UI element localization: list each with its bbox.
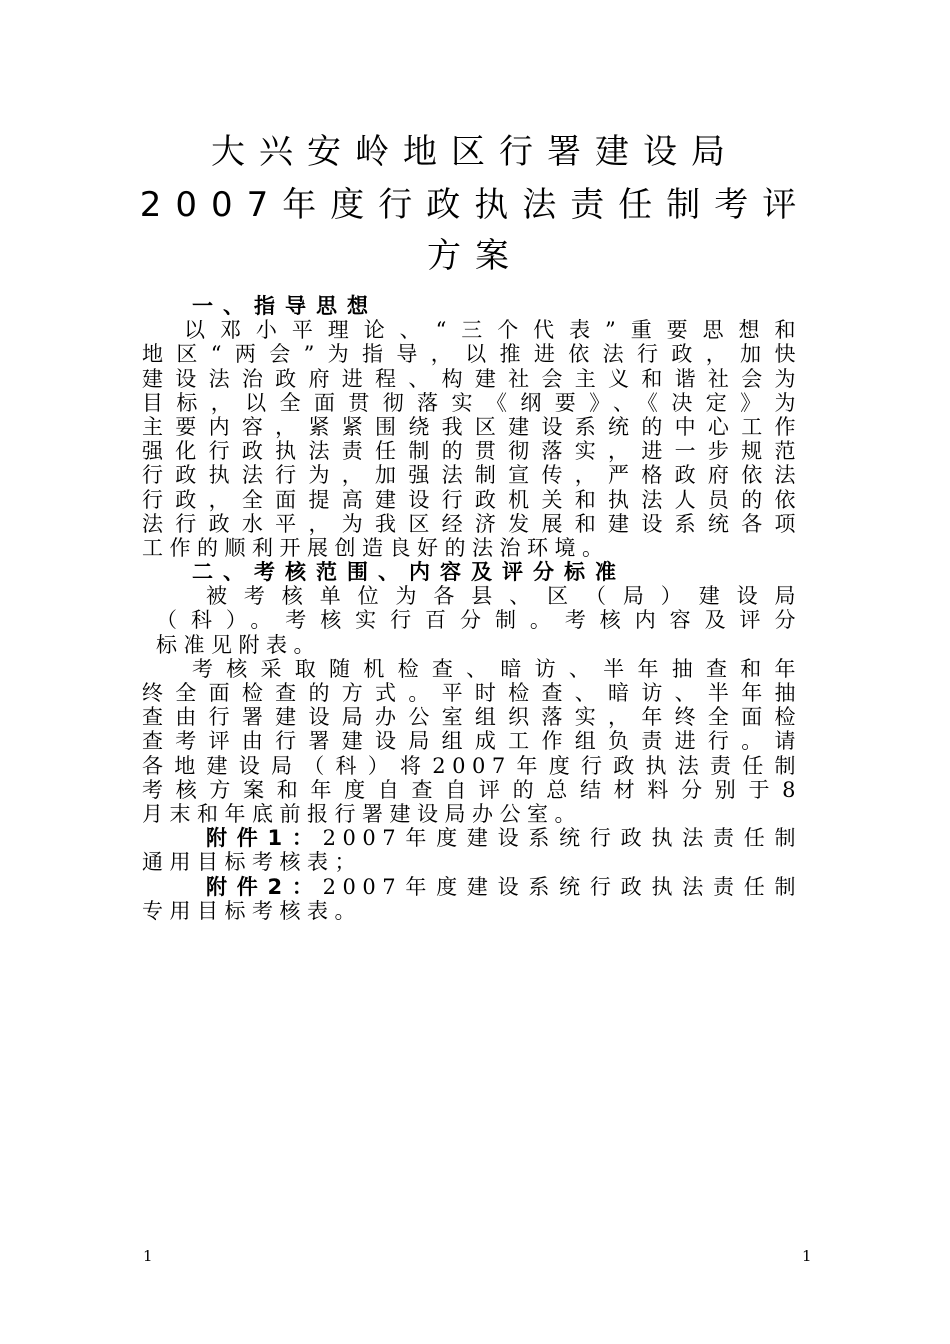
attachment-1 (142, 826, 802, 850)
attachment-1-continuation: 通用目标考核表； (142, 850, 362, 875)
paragraph-line: 建设法治政府进程、构建社会主义和谐社会为 (142, 366, 802, 391)
attachment-1-label: 附件1： (206, 826, 323, 851)
paragraph-line: 强化行政执法责任制的贯彻落实，进一步规范 (142, 439, 802, 464)
paragraph-line: 工作的顺利开展创造良好的法治环境。 (142, 535, 610, 560)
paragraph-line: 以邓小平理论、“三个代表”重要思想和 (184, 318, 802, 343)
paragraph-line: 行政，全面提高建设行政机关和执法人员的依 (142, 487, 802, 512)
section-heading-2: 二、考核范围、内容及评分标准 (192, 560, 626, 585)
paragraph-line: 标准见附表。 (156, 632, 321, 657)
paragraph-line: （科）。考核实行百分制。考核内容及评分 (156, 608, 802, 633)
paragraph-line: 法行政水平，为我区经济发展和建设系统各项 (142, 511, 802, 536)
paragraph-line: 考核方案和年度自查自评的总结材料分别于8 (142, 777, 802, 802)
attachment-2-label: 附件2： (206, 874, 323, 899)
section-heading-1: 一、指导思想 (192, 294, 378, 318)
title-line-2: 2007年度行政执法责任制考评 (139, 185, 811, 225)
paragraph-line: 目标，以全面贯彻落实《纲要》、《决定》为 (142, 390, 802, 415)
paragraph-line: 考核采取随机检查、暗访、半年抽查和年 (192, 656, 802, 681)
page-number-left: 1 (143, 1247, 153, 1265)
paragraph-line: 主要内容，紧紧围绕我区建设系统的中心工作 (142, 414, 802, 439)
title-line-1: 大兴安岭地区行署建设局 (211, 132, 739, 172)
title-line-3: 方案 (427, 236, 523, 276)
paragraph-line: 查考评由行署建设局组成工作组负责进行。请 (142, 729, 802, 754)
paragraph-line: 终全面检查的方式。平时检查、暗访、半年抽 (142, 681, 802, 705)
paragraph-line: 行政执法行为，加强法制宣传，严格政府依法 (142, 463, 802, 488)
paragraph-line: 月末和年底前报行署建设局办公室。 (142, 801, 582, 826)
attachment-2-text: 2007年度建设系统行政执法责任制 (322, 874, 802, 899)
page-number-right: 1 (802, 1247, 812, 1265)
document-body (142, 294, 802, 923)
paragraph-line: 被考核单位为各县、区（局）建设局 (206, 584, 802, 609)
attachment-2 (142, 875, 802, 899)
paragraph-line: 查由行署建设局办公室组织落实，年终全面检 (142, 705, 802, 730)
paragraph-line: 各地建设局（科）将2007年度行政执法责任制 (142, 753, 802, 778)
paragraph-line: 地区“两会”为指导，以推进依法行政，加快 (142, 342, 802, 367)
attachment-1-text: 2007年度建设系统行政执法责任制 (322, 826, 802, 851)
attachment-2-continuation: 专用目标考核表。 (142, 898, 362, 923)
